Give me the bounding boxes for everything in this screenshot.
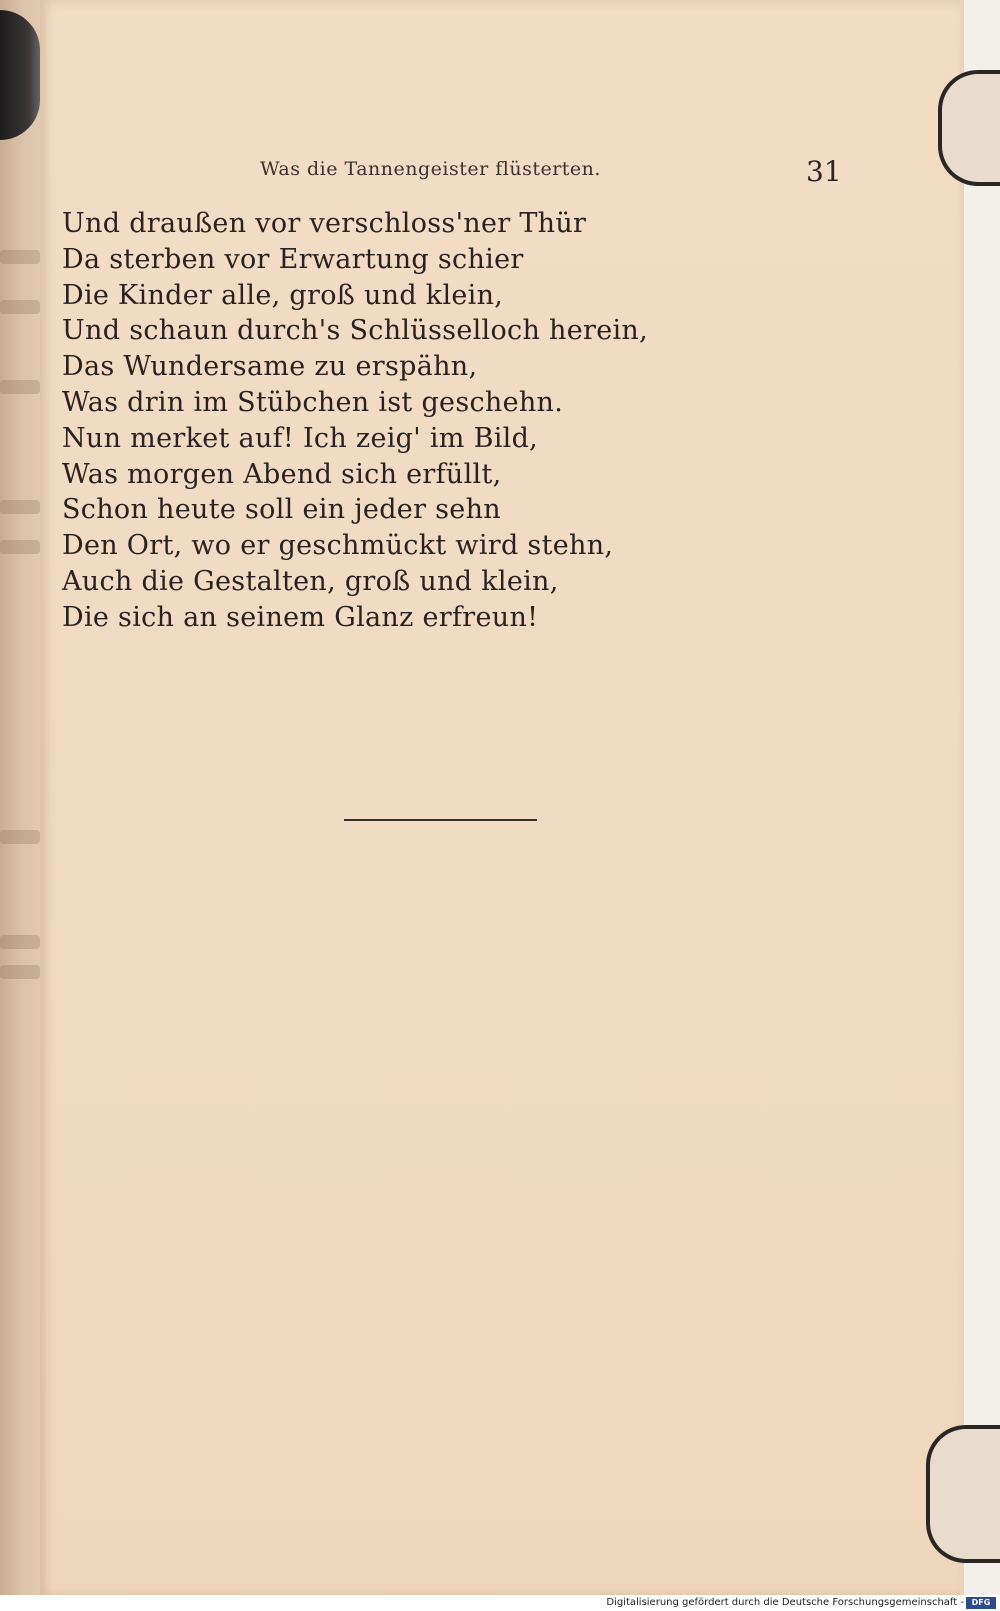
funding-credit: Digitalisierung gefördert durch die Deutsche Forschungsgemeinschaft - bbox=[606, 1597, 964, 1608]
poem-stanza bbox=[62, 206, 648, 636]
poem-line: Auch die Gestalten, groß und klein, bbox=[62, 565, 559, 597]
poem-line: Das Wundersame zu erspähn, bbox=[62, 351, 478, 383]
bleed-through-mark bbox=[0, 300, 40, 314]
scan-margin bbox=[964, 0, 1000, 1595]
bleed-through-mark bbox=[0, 250, 40, 264]
bleed-through-mark bbox=[0, 935, 40, 949]
poem-line: Da sterben vor Erwartung schier bbox=[62, 243, 524, 275]
book-spine-shadow bbox=[0, 10, 40, 140]
poem-line: Was drin im Stübchen ist geschehn. bbox=[62, 386, 564, 418]
poem-line: Was morgen Abend sich erfüllt, bbox=[62, 458, 502, 490]
poem-line: Den Ort, wo er geschmückt wird stehn, bbox=[62, 530, 614, 562]
page-clip-bottom bbox=[926, 1425, 1000, 1563]
poem-line: Und schaun durch's Schlüsselloch herein, bbox=[62, 315, 648, 347]
poem-line: Und draußen vor verschloss'ner Thür bbox=[62, 208, 587, 239]
poem-line: Nun merket auf! Ich zeig' im Bild, bbox=[62, 422, 539, 454]
poem-line: Die sich an seinem Glanz erfreun! bbox=[62, 601, 539, 633]
running-head: Was die Tannengeister flüsterten. bbox=[260, 158, 601, 180]
page-clip-top bbox=[938, 70, 1000, 186]
page-number: 31 bbox=[806, 155, 842, 188]
dfg-logo: DFG bbox=[966, 1597, 996, 1609]
bleed-through-mark bbox=[0, 540, 40, 554]
poem-line: Die Kinder alle, groß und klein, bbox=[62, 279, 504, 311]
poem-line: Schon heute soll ein jeder sehn bbox=[62, 494, 501, 526]
bleed-through-mark bbox=[0, 830, 40, 844]
bleed-through-mark bbox=[0, 965, 40, 979]
section-divider-rule bbox=[344, 819, 537, 821]
bleed-through-mark bbox=[0, 380, 40, 394]
bleed-through-mark bbox=[0, 500, 40, 514]
